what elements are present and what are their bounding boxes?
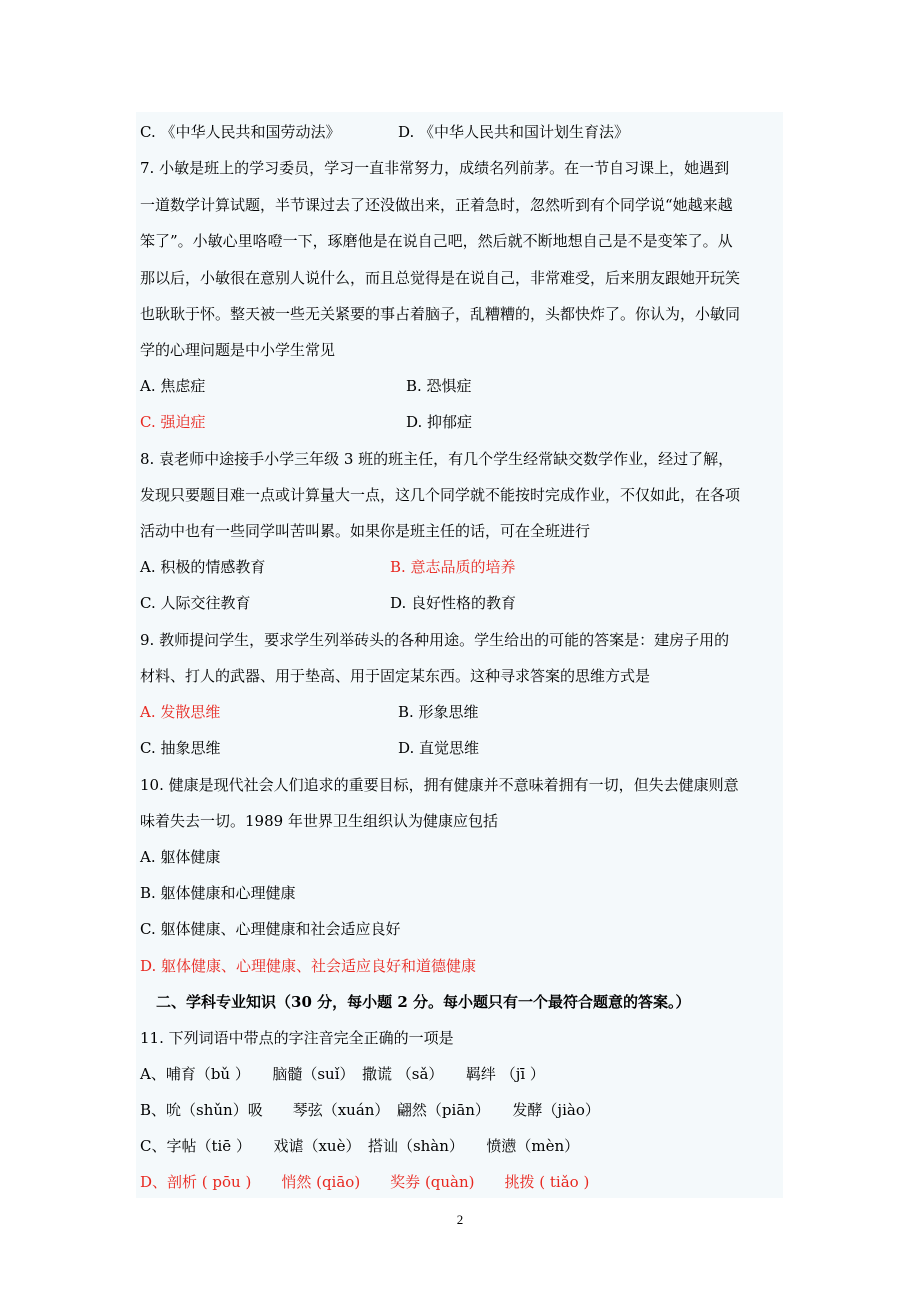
q7-line-4: 那以后，小敏很在意别人说什么，而且总觉得是在说自己，非常难受，后来朋友跟她开玩笑: [140, 269, 741, 287]
q7-line-2: 一道数学计算试题，半节课过去了还没做出来，正着急时，忽然听到有个同学说“她越来越: [140, 196, 733, 214]
q10-option-a: A. 躯体健康: [140, 848, 221, 866]
q8-line-2: 发现只要题目难一点或计算量大一点，这几个同学就不能按时完成作业，不仅如此，在各项: [140, 486, 741, 504]
q7-option-b: B. 恐惧症: [406, 377, 472, 395]
section-2-heading: 二、学科专业知识（30 分，每小题 2 分。每小题只有一个最符合题意的答案。）: [156, 993, 691, 1011]
q8-option-d: D. 良好性格的教育: [390, 594, 517, 612]
q10-line-1: 10. 健康是现代社会人们追求的重要目标，拥有健康并不意味着拥有一切，但失去健康则意: [140, 776, 739, 794]
document-page-content: [136, 112, 783, 1198]
q11-stem: 11. 下列词语中带点的字注音完全正确的一项是: [140, 1029, 454, 1047]
q9-line-1: 9. 教师提问学生，要求学生列举砖头的各种用途。学生给出的可能的答案是：建房子用的: [140, 631, 730, 649]
option-d-q6: D. 《中华人民共和国计划生育法》: [398, 123, 630, 141]
q8-line-1: 8. 袁老师中途接手小学三年级 3 班的班主任，有几个学生经常缺交数学作业，经过了解，: [140, 450, 734, 468]
q11-option-c: C、字帖（tiē ） 戏谑（xuè） 搭讪（shàn） 愤懑（mèn）: [140, 1137, 580, 1155]
q9-option-c: C. 抽象思维: [140, 739, 221, 757]
q11-option-d-answer: D、剖析 ( pōu ) 悄然 (qiāo) 奖券 (quàn) 挑拨 ( tiǎo ): [140, 1173, 590, 1191]
q7-line-5: 也耿耿于怀。整天被一些无关紧要的事占着脑子，乱糟糟的，头都快炸了。你认为，小敏同: [140, 305, 741, 323]
q7-line-3: 笨了”。小敏心里咯噔一下，琢磨他是在说自己吧，然后就不断地想自己是不是变笨了。从: [140, 232, 733, 250]
q10-line-2: 味着失去一切。1989 年世界卫生组织认为健康应包括: [140, 812, 498, 830]
q11-option-b: B、吮（shǔn）吸 琴弦（xuán） 翩然（piān） 发酵（jiào）: [140, 1101, 600, 1119]
q9-option-b: B. 形象思维: [398, 703, 479, 721]
q10-option-b: B. 躯体健康和心理健康: [140, 884, 296, 902]
q8-line-3: 活动中也有一些同学叫苦叫累。如果你是班主任的话，可在全班进行: [140, 522, 591, 540]
q7-option-c-answer: C. 强迫症: [140, 413, 206, 431]
page-number: 2: [456, 1212, 464, 1227]
q8-option-c: C. 人际交往教育: [140, 594, 251, 612]
q11-option-a: A、哺育（bǔ ） 脑髓（suǐ） 撒谎 （sǎ） 羁绊 （jī ）: [140, 1065, 545, 1083]
q9-line-2: 材料、打人的武器、用于垫高、用于固定某东西。这种寻求答案的思维方式是: [140, 667, 651, 685]
q7-line-1: 7. 小敏是班上的学习委员，学习一直非常努力，成绩名列前茅。在一节自习课上，她遇到: [140, 159, 730, 177]
q8-option-b-answer: B. 意志品质的培养: [390, 558, 516, 576]
q10-option-d-answer: D. 躯体健康、心理健康、社会适应良好和道德健康: [140, 957, 477, 975]
q10-option-c: C. 躯体健康、心理健康和社会适应良好: [140, 920, 401, 938]
q7-option-a: A. 焦虑症: [140, 377, 206, 395]
q7-line-6: 学的心理问题是中小学生常见: [140, 341, 336, 359]
q8-option-a: A. 积极的情感教育: [140, 558, 266, 576]
option-c-q6: C. 《中华人民共和国劳动法》: [140, 123, 341, 141]
q7-option-d: D. 抑郁症: [406, 413, 473, 431]
q9-option-a-answer: A. 发散思维: [140, 703, 221, 721]
q9-option-d: D. 直觉思维: [398, 739, 480, 757]
